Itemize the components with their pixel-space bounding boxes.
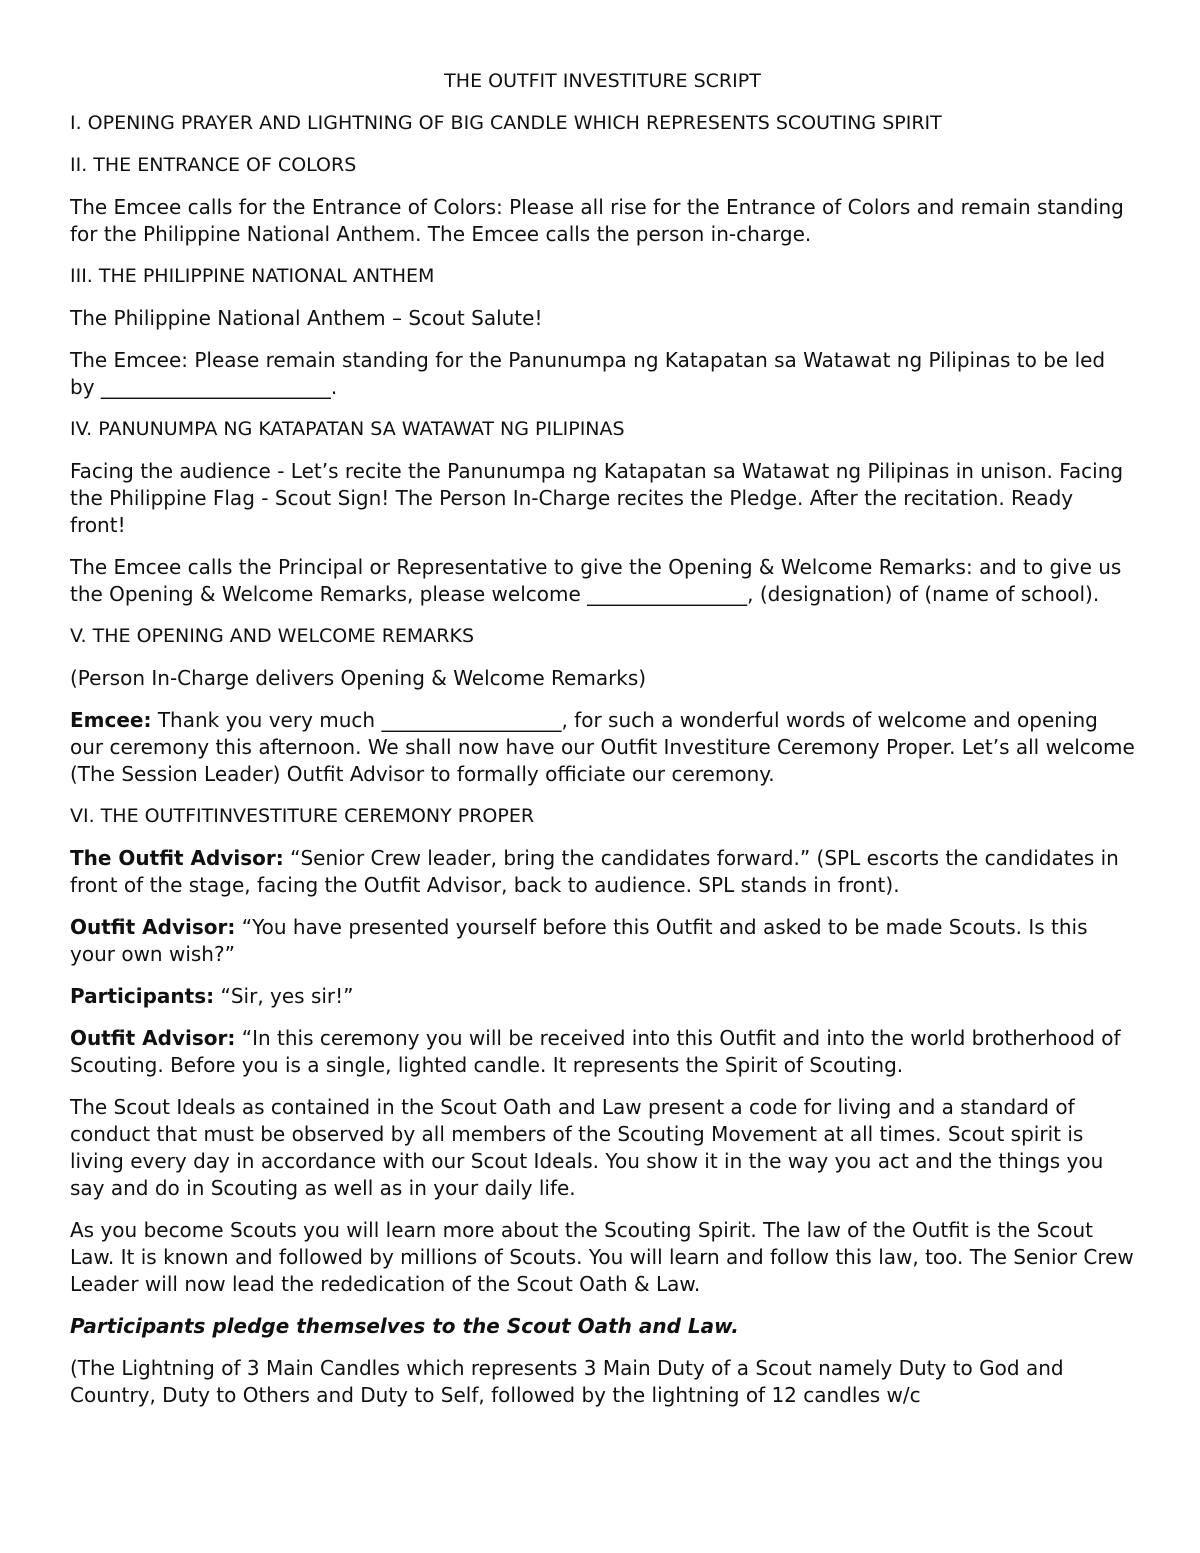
paragraph-outfit-advisor-ceremony [70, 1025, 1135, 1079]
paragraph-participants-pledge: Participants pledge themselves to the Scout Oath and Law. [70, 1314, 739, 1338]
section-heading-opening-prayer: I. OPENING PRAYER AND LIGHTNING OF BIG CANDLE WHICH REPRESENTS SCOUTING SPIRIT [70, 112, 942, 134]
paragraph-lightning-candles: (The Lightning of 3 Main Candles which represents 3 Main Duty of a Scout namely Duty to God and Country, Duty to Others and Duty to Self, followed by the lightning of 12 candles w/c [70, 1356, 1064, 1407]
speaker-label-the-outfit-advisor: The Outfit Advisor: [70, 846, 284, 870]
speaker-label-participants: Participants: [70, 984, 215, 1008]
section-heading-national-anthem: III. THE PHILIPPINE NATIONAL ANTHEM [70, 265, 435, 287]
paragraph-emcee-thanks [70, 707, 1135, 788]
dialogue-text: “Senior Crew leader, bring the candidates forward.” (SPL escorts the candidates in front of the stage, facing the Outfit Advisor, back to audience. SPL stands in front). [70, 846, 1119, 897]
paragraph-anthem-salute: The Philippine National Anthem – Scout Salute! [70, 306, 543, 330]
document-page [70, 68, 1135, 1424]
section-heading-ceremony-proper: VI. THE OUTFITINVESTITURE CEREMONY PROPER [70, 805, 535, 827]
paragraph-participants-answer [70, 983, 1135, 1010]
dialogue-text: Thank you very much __________________, for such a wonderful words of welcome and opening our ceremony this afternoon. We shall now have our Outfit Investiture Ceremony Proper. Let’s all welcome (The Session Leader) Outfit Advisor to formally officiate our ceremony. [70, 708, 1135, 786]
paragraph-emcee-panunumpa-intro: The Emcee: Please remain standing for the Panunumpa ng Katapatan sa Watawat ng Pilipinas to be led by _______________________. [70, 348, 1106, 399]
speaker-label-outfit-advisor: Outfit Advisor: [70, 1026, 236, 1050]
dialogue-text: “You have presented yourself before this Outfit and asked to be made Scouts. Is this your own wish?” [70, 915, 1088, 966]
section-heading-opening-remarks: V. THE OPENING AND WELCOME REMARKS [70, 625, 475, 647]
document-title: THE OUTFIT INVESTITURE SCRIPT [444, 70, 761, 92]
section-heading-panunumpa: IV. PANUNUMPA NG KATAPATAN SA WATAWAT NG PILIPINAS [70, 418, 625, 440]
speaker-label-outfit-advisor: Outfit Advisor: [70, 915, 236, 939]
paragraph-scouting-spirit: As you become Scouts you will learn more about the Scouting Spirit. The law of the Outfit is the Scout Law. It is known and followed by millions of Scouts. You will learn and follow this law, too. The Senior Crew Leader will now lead the rededication of the Scout Oath & Law. [70, 1218, 1134, 1296]
paragraph-scout-ideals: The Scout Ideals as contained in the Scout Oath and Law present a code for living and a standard of conduct that must be observed by all members of the Scouting Movement at all times. Scout spirit is living every day in accordance with our Scout Ideals. You show it in the way you act and the things you say and do in Scouting as well as in your daily life. [70, 1095, 1104, 1200]
dialogue-text: “In this ceremony you will be received into this Outfit and into the world brotherhood of Scouting. Before you is a single, lighted candle. It represents the Spirit of Scouting. [70, 1026, 1121, 1077]
paragraph-emcee-calls-principal: The Emcee calls the Principal or Representative to give the Opening & Welcome Remarks: and to give us the Opening & Welcome Remarks, please welcome ________________, (designation) of (name of school). [70, 555, 1122, 606]
paragraph-outfit-advisor-question [70, 914, 1135, 968]
paragraph-entrance-of-colors: The Emcee calls for the Entrance of Colors: Please all rise for the Entrance of Colors and remain standing for the Philippine National Anthem. The Emcee calls the person in-charge. [70, 195, 1124, 246]
section-heading-entrance-of-colors: II. THE ENTRANCE OF COLORS [70, 154, 357, 176]
paragraph-outfit-advisor-call [70, 845, 1135, 899]
dialogue-text: “Sir, yes sir!” [214, 984, 354, 1008]
paragraph-remarks-delivery: (Person In-Charge delivers Opening & Welcome Remarks) [70, 666, 647, 690]
speaker-label-emcee: Emcee: [70, 708, 152, 732]
paragraph-panunumpa-recitation: Facing the audience - Let’s recite the Panunumpa ng Katapatan sa Watawat ng Pilipinas in unison. Facing the Philippine Flag - Scout Sign! The Person In-Charge recites the Pledge. After the recitation. Ready front! [70, 459, 1124, 537]
